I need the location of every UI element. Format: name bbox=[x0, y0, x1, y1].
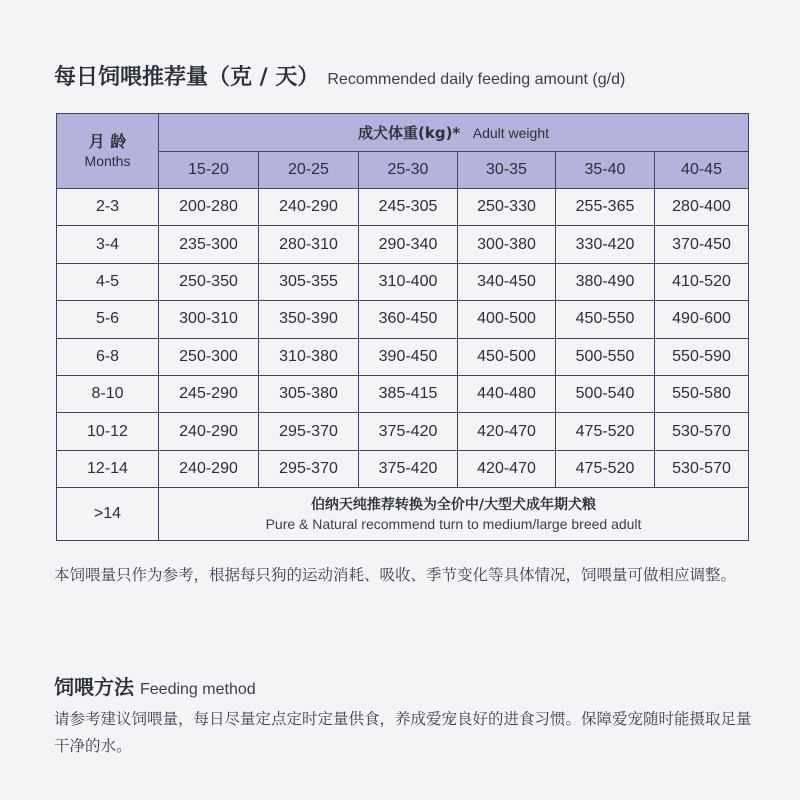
weight-header-cell: 40-45 bbox=[655, 152, 749, 189]
amount-cell: 310-380 bbox=[259, 338, 359, 375]
month-cell: 8-10 bbox=[57, 375, 159, 412]
amount-cell: 330-420 bbox=[556, 226, 655, 263]
amount-cell: 250-300 bbox=[159, 338, 259, 375]
feeding-method-title-en: Feeding method bbox=[140, 681, 256, 698]
feeding-method-title-zh: 饲喂方法 bbox=[54, 675, 134, 699]
amount-cell: 370-450 bbox=[655, 226, 749, 263]
weight-header-cell: 35-40 bbox=[556, 152, 655, 189]
weight-header-cell: 20-25 bbox=[259, 152, 359, 189]
amount-cell: 550-590 bbox=[655, 338, 749, 375]
page-title-en: Recommended daily feeding amount (g/d) bbox=[327, 71, 626, 88]
amount-cell: 245-290 bbox=[159, 375, 259, 412]
month-header-zh: 月 龄 bbox=[88, 132, 127, 151]
table-row bbox=[57, 189, 749, 226]
adult-recommendation-cell bbox=[159, 488, 749, 541]
amount-cell: 255-365 bbox=[556, 189, 655, 226]
amount-cell: 235-300 bbox=[159, 226, 259, 263]
page-title-zh: 每日饲喂推荐量（克 / 天） bbox=[54, 65, 320, 90]
weight-header-cell: 30-35 bbox=[458, 152, 556, 189]
amount-cell: 350-390 bbox=[259, 301, 359, 338]
amount-cell: 500-550 bbox=[556, 338, 655, 375]
amount-cell: 390-450 bbox=[359, 338, 458, 375]
amount-cell: 420-470 bbox=[458, 450, 556, 487]
amount-cell: 200-280 bbox=[159, 189, 259, 226]
feeding-method-heading bbox=[54, 671, 256, 700]
table-row bbox=[57, 226, 749, 263]
amount-cell: 375-420 bbox=[359, 413, 458, 450]
amount-cell: 530-570 bbox=[655, 413, 749, 450]
amount-cell: 450-550 bbox=[556, 301, 655, 338]
month-cell: 4-5 bbox=[57, 263, 159, 300]
month-cell: 2-3 bbox=[57, 189, 159, 226]
table-row bbox=[57, 450, 749, 487]
table-row bbox=[57, 338, 749, 375]
adult-weight-header-zh: 成犬体重(kg)* bbox=[358, 124, 461, 142]
month-cell: 10-12 bbox=[57, 413, 159, 450]
amount-cell: 475-520 bbox=[556, 450, 655, 487]
amount-cell: 500-540 bbox=[556, 375, 655, 412]
amount-cell: 280-400 bbox=[655, 189, 749, 226]
amount-cell: 305-355 bbox=[259, 263, 359, 300]
adult-weight-header bbox=[159, 114, 749, 152]
feeding-table bbox=[56, 113, 749, 541]
month-cell: >14 bbox=[57, 488, 159, 541]
amount-cell: 440-480 bbox=[458, 375, 556, 412]
feeding-method-text: 请参考建议饲喂量，每日尽量定点定时定量供食，养成爱宠良好的进食习惯。保障爱宠随时能摄取足量干净的水。 bbox=[54, 710, 752, 755]
weight-header-cell: 15-20 bbox=[159, 152, 259, 189]
amount-cell: 530-570 bbox=[655, 450, 749, 487]
feeding-note: 本饲喂量只作为参考，根据每只狗的运动消耗、吸收、季节变化等具体情况，饲喂量可做相应调整。 bbox=[54, 566, 737, 584]
amount-cell: 280-310 bbox=[259, 226, 359, 263]
month-cell: 12-14 bbox=[57, 450, 159, 487]
month-cell: 5-6 bbox=[57, 301, 159, 338]
amount-cell: 475-520 bbox=[556, 413, 655, 450]
amount-cell: 250-330 bbox=[458, 189, 556, 226]
amount-cell: 490-600 bbox=[655, 301, 749, 338]
table-row bbox=[57, 263, 749, 300]
table-row-adult bbox=[57, 488, 749, 541]
amount-cell: 240-290 bbox=[159, 413, 259, 450]
amount-cell: 295-370 bbox=[259, 413, 359, 450]
weight-header-cell: 25-30 bbox=[359, 152, 458, 189]
adult-recommendation-en: Pure & Natural recommend turn to medium/large breed adult bbox=[265, 516, 642, 533]
amount-cell: 340-450 bbox=[458, 263, 556, 300]
amount-cell: 400-500 bbox=[458, 301, 556, 338]
month-cell: 6-8 bbox=[57, 338, 159, 375]
amount-cell: 375-420 bbox=[359, 450, 458, 487]
amount-cell: 550-580 bbox=[655, 375, 749, 412]
page-title bbox=[54, 60, 625, 91]
amount-cell: 300-310 bbox=[159, 301, 259, 338]
amount-cell: 240-290 bbox=[159, 450, 259, 487]
amount-cell: 410-520 bbox=[655, 263, 749, 300]
amount-cell: 450-500 bbox=[458, 338, 556, 375]
amount-cell: 245-305 bbox=[359, 189, 458, 226]
table-row bbox=[57, 375, 749, 412]
amount-cell: 420-470 bbox=[458, 413, 556, 450]
amount-cell: 385-415 bbox=[359, 375, 458, 412]
amount-cell: 305-380 bbox=[259, 375, 359, 412]
amount-cell: 360-450 bbox=[359, 301, 458, 338]
amount-cell: 240-290 bbox=[259, 189, 359, 226]
adult-weight-header-en: Adult weight bbox=[472, 125, 550, 141]
amount-cell: 295-370 bbox=[259, 450, 359, 487]
table-row bbox=[57, 301, 749, 338]
amount-cell: 250-350 bbox=[159, 263, 259, 300]
amount-cell: 310-400 bbox=[359, 263, 458, 300]
month-cell: 3-4 bbox=[57, 226, 159, 263]
amount-cell: 380-490 bbox=[556, 263, 655, 300]
month-header-en: Months bbox=[84, 153, 131, 169]
table-row bbox=[57, 413, 749, 450]
amount-cell: 290-340 bbox=[359, 226, 458, 263]
adult-recommendation-zh: 伯纳天纯推荐转换为全价中/大型犬成年期犬粮 bbox=[310, 497, 597, 514]
month-header bbox=[57, 114, 159, 189]
amount-cell: 300-380 bbox=[458, 226, 556, 263]
